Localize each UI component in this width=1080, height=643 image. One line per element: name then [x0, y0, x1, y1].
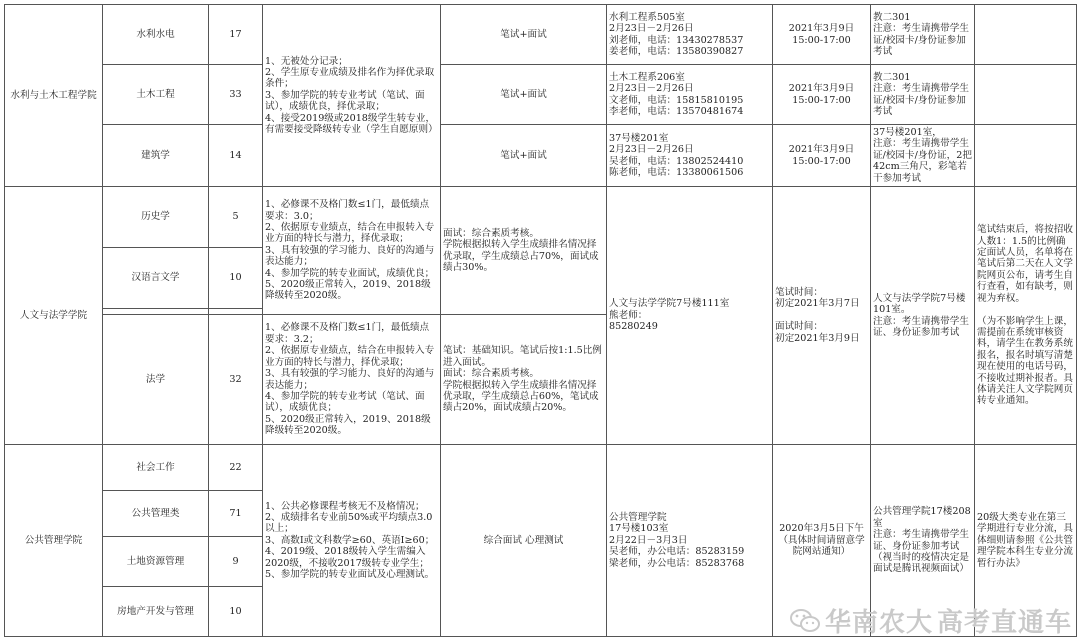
exam-time-cell: 2020年3月5日下午 （具体时间请留意学院网站通知）	[773, 445, 871, 637]
college-cell: 水利与土木工程学院	[5, 5, 103, 187]
note-cell	[975, 125, 1077, 187]
exam-time-cell: 2021年3月9日 15:00-17:00	[773, 125, 871, 187]
exam-place-cell: 教二301 注意：考生请携带学生证/校园卡/身份证参加考试	[871, 5, 975, 65]
table-row	[5, 445, 1077, 491]
major-cell: 房地产开发与管理	[103, 587, 209, 637]
major-cell: 社会工作	[103, 445, 209, 491]
count-cell: 17	[209, 5, 263, 65]
contact-cell: 土木工程系206室 2月23日－2月26日 文老师，电话：15815810195 李老师，电话：13570481674	[607, 65, 773, 125]
exam-place-cell: 教二301 注意：考生请携带学生证/校园卡/身份证参加考试	[871, 65, 975, 125]
exam-cell: 面试：综合素质考核。 学院根据拟转入学生成绩排名情况择优录取，学生成绩总占70%，面试成绩占30%。	[441, 187, 607, 315]
exam-place-cell: 公共管理学院17楼208室 注意：考生请携带学生证、身份证参加考试（视当时的疫情决定是面试是腾讯视频面试）	[871, 445, 975, 637]
exam-cell: 笔试：基础知识。笔试后按1:1.5比例进入面试。 面试：综合素质考核。 学院根据拟转入学生成绩排名情况择优录取，学生成绩总占60%，笔试成绩占20%，面试成绩占20%。	[441, 315, 607, 445]
major-cell: 建筑学	[103, 125, 209, 187]
table-row	[5, 5, 1077, 65]
table-row	[5, 187, 1077, 248]
college-cell: 人文与法学学院	[5, 187, 103, 445]
wechat-icon	[789, 607, 821, 635]
exam-cell: 综合面试 心理测试	[441, 445, 607, 637]
major-cell: 土木工程	[103, 65, 209, 125]
conditions-cell: 1、无被处分记录； 2、学生原专业成绩及排名作为择优录取条件； 3、参加学院的转专业考试（笔试、面试），成绩优良，择优录取； 4、接受2019级或2018级学生转专业，有需要接受降级转专业（学生自愿原则）	[263, 5, 441, 187]
count-cell: 22	[209, 445, 263, 491]
major-cell: 公共管理类	[103, 491, 209, 537]
contact-cell: 37号楼201室 2月23日－2月26日 吴老师，电话：13802524410 陈老师，电话：13380061506	[607, 125, 773, 187]
count-cell: 33	[209, 65, 263, 125]
count-cell: 9	[209, 537, 263, 587]
count-cell: 10	[209, 248, 263, 309]
count-cell: 5	[209, 187, 263, 248]
college-cell: 公共管理学院	[5, 445, 103, 637]
watermark-text-2: 高考直通车	[936, 608, 1072, 638]
exam-cell: 笔试+面试	[441, 65, 607, 125]
major-cell: 历史学	[103, 187, 209, 248]
watermark-text: 华南农大	[824, 608, 933, 638]
exam-time-cell: 2021年3月9日 15:00-17:00	[773, 65, 871, 125]
exam-cell: 笔试+面试	[441, 5, 607, 65]
note-cell	[975, 5, 1077, 65]
transfer-table	[4, 4, 1077, 637]
note-cell: 笔试结束后，将按招收人数1：1.5的比例确定面试人员，名单将在笔试后第二天在人文学院网页公布，请考生自行查看，如有缺考，则视为弃权。 （为不影响学生上课，需提前在系统审核资料，请学生在教务系统报名，报名时填写清楚现在使用的电话号码，不接收过期补报者。具体请关注人文学院网页转专业通知。	[975, 187, 1077, 445]
table-row	[5, 125, 1077, 187]
major-cell: 法学	[103, 315, 209, 445]
watermark	[789, 602, 1072, 639]
note-cell: 20级大类专业在第三学期进行专业分流，具体细则请参照《公共管理学院本科生专业分流暂行办法》	[975, 445, 1077, 637]
major-cell: 土地资源管理	[103, 537, 209, 587]
count-cell: 10	[209, 587, 263, 637]
count-cell: 32	[209, 315, 263, 445]
exam-place-cell: 人文与法学学院7号楼101室。 注意：考生请携带学生证、身份证参加考试	[871, 187, 975, 445]
count-cell: 71	[209, 491, 263, 537]
count-cell: 14	[209, 125, 263, 187]
exam-cell: 笔试+面试	[441, 125, 607, 187]
conditions-cell: 1、必修课不及格门数≤1门，最低绩点要求：3.2； 2、依据原专业绩点，结合在申报转入专业方面的特长与潜力，择优录取； 3、具有较强的学习能力、良好的沟通与表达能力； 4、参加学院的转专业考试（笔试、面试），成绩优良； 5、2020级正常转入，2019、2018级降级转至2020级。	[263, 315, 441, 445]
major-cell: 水利水电	[103, 5, 209, 65]
conditions-cell: 1、公共必修课程考核无不及格情况； 2、成绩排名专业前50%或平均绩点3.0以上； 3、高数Ⅰ或文科数学≥60、英语Ⅰ≥60； 4、2019级、2018级转入学生需编入2020级，不接收2017级转专业学生； 5、参加学院的转专业面试及心理测试。	[263, 445, 441, 637]
conditions-cell: 1、必修课不及格门数≤1门，最低绩点要求：3.0； 2、依据原专业绩点，结合在申报转入专业方面的特长与潜力，择优录取； 3、具有较强的学习能力、良好的沟通与表达能力； 4、参加学院的转专业面试，成绩优良； 5、2020级正常转入，2019、2018级降级转至2020级。	[263, 187, 441, 315]
table-row	[5, 65, 1077, 125]
exam-time-cell: 2021年3月9日 15:00-17:00	[773, 5, 871, 65]
contact-cell: 公共管理学院 17号楼103室 2月22日－3月3日 吴老师，办公电话：85283159 梁老师，办公电话：85283768	[607, 445, 773, 637]
note-cell	[975, 65, 1077, 125]
contact-cell: 水利工程系505室 2月23日－2月26日 刘老师，电话：13430278537 姜老师，电话：13580390827	[607, 5, 773, 65]
exam-time-cell: 笔试时间： 初定2021年3月7日 面试时间： 初定2021年3月9日	[773, 187, 871, 445]
major-cell: 汉语言文学	[103, 248, 209, 309]
contact-cell: 人文与法学学院7号楼111室 熊老师： 85280249	[607, 187, 773, 445]
exam-place-cell: 37号楼201室， 注意：考生请携带学生证/校园卡/身份证，2把42cm三角尺，彩笔若干参加考试	[871, 125, 975, 187]
